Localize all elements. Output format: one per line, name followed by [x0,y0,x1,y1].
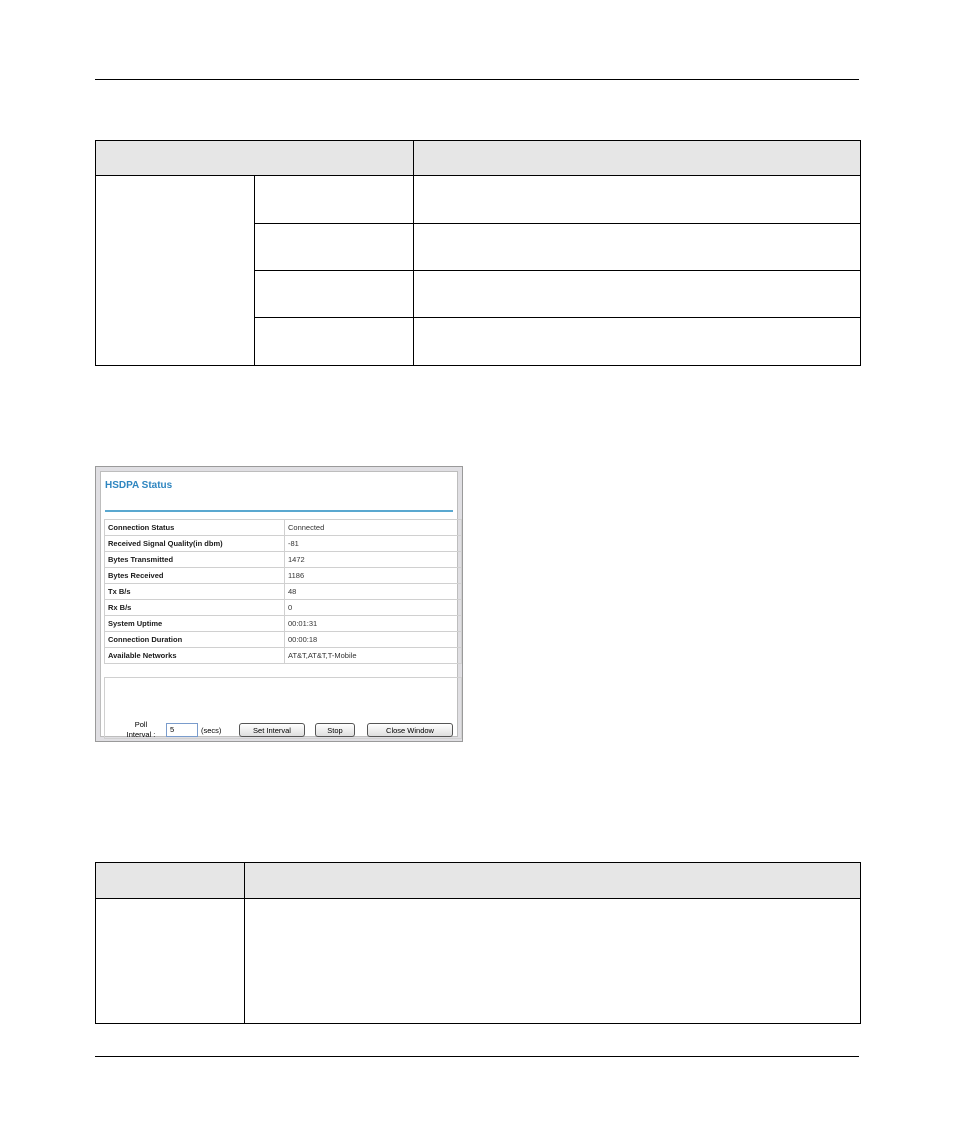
secs-label: (secs) [201,726,222,735]
row-label: Rx B/s [105,600,285,616]
table-cell [414,224,861,271]
row-value: 00:01:31 [285,616,462,632]
table-cell [255,318,414,366]
title-divider [105,510,453,512]
row-label: Tx B/s [105,584,285,600]
table-cell [414,271,861,318]
row-label: Received Signal Quality(in dbm) [105,536,285,552]
settings-table [95,140,861,366]
table-cell [255,176,414,224]
table-row [105,568,462,584]
row-value: 1472 [285,552,462,568]
table-row [96,176,861,224]
row-label: Available Networks [105,648,285,664]
row-value: 00:00:18 [285,632,462,648]
table-header-row [96,863,861,899]
hsdpa-status-panel [100,471,458,737]
status-table [104,519,462,664]
stop-button[interactable]: Stop [315,723,355,737]
table-row [105,536,462,552]
group-cell [96,176,255,366]
table-row [105,648,462,664]
window-title: HSDPA Status [105,480,173,491]
table-row [105,584,462,600]
set-interval-button[interactable]: Set Interval [239,723,305,737]
row-value: 1186 [285,568,462,584]
poll-interval-label: Poll Interval : [126,720,156,739]
row-value: AT&T,AT&T,T-Mobile [285,648,462,664]
table-row [105,600,462,616]
header-rule [95,79,859,80]
row-label: Connection Status [105,520,285,536]
row-label: Bytes Transmitted [105,552,285,568]
table-header-row [96,141,861,176]
table-cell [96,899,245,1024]
table-row [96,899,861,1024]
header-cell [96,141,414,176]
header-cell [245,863,861,899]
row-value: 48 [285,584,462,600]
row-label: Connection Duration [105,632,285,648]
table-cell [414,176,861,224]
table-row [105,616,462,632]
header-cell [96,863,245,899]
fields-table [95,862,861,1024]
hsdpa-status-window [95,466,463,742]
table-cell [255,271,414,318]
row-value: 0 [285,600,462,616]
table-cell [414,318,861,366]
table-row [105,520,462,536]
table-row [105,552,462,568]
row-label: Bytes Received [105,568,285,584]
poll-interval-input[interactable]: 5 [166,723,198,737]
close-window-button[interactable]: Close Window [367,723,453,737]
table-cell [245,899,861,1024]
poll-controls [104,677,462,739]
row-value: -81 [285,536,462,552]
row-value: Connected [285,520,462,536]
table-cell [255,224,414,271]
row-label: System Uptime [105,616,285,632]
footer-rule [95,1056,859,1057]
table-row [105,632,462,648]
header-cell [414,141,861,176]
